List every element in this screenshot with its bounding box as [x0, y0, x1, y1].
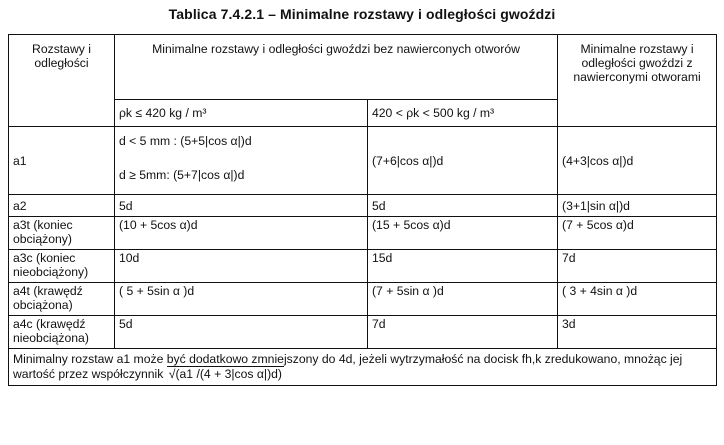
table-row	[9, 195, 717, 217]
table-row	[9, 217, 717, 250]
cell-value: 3d	[558, 316, 717, 349]
footnote-cell	[9, 349, 717, 386]
cell-value: ( 5 + 5sin α )d	[115, 283, 368, 316]
cell-value: (7 + 5cos α)d	[558, 217, 717, 250]
table-title: Tablica 7.4.2.1 – Minimalne rozstawy i odległości gwoździ	[168, 6, 556, 22]
header-density-high: 420 < ρk < 500 kg / m³	[368, 100, 558, 127]
header-spacing-label: Rozstawy i odległości	[9, 35, 115, 127]
cell-value: (3+1|sin α|)d	[558, 195, 717, 217]
row-label: a4t (krawędź obciążona)	[9, 283, 115, 316]
header-density-low: ρk ≤ 420 kg / m³	[115, 100, 368, 127]
cell-value: (7 + 5sin α )d	[368, 283, 558, 316]
cell-value	[115, 127, 368, 195]
cell-value: 15d	[368, 250, 558, 283]
cell-value: (4+3|cos α|)d	[558, 127, 717, 195]
table-row	[9, 283, 717, 316]
cell-value: (15 + 5cos α)d	[368, 217, 558, 250]
cell-value: (7+6|cos α|)d	[368, 127, 558, 195]
cell-value: 5d	[115, 195, 368, 217]
header-no-predrill: Minimalne rozstawy i odległości gwoździ bez nawierconych otworów	[115, 35, 558, 100]
row-label: a3t (koniec obciążony)	[9, 217, 115, 250]
footnote-text: Minimalny rozstaw a1 może być dodatkowo zmniejszony do 4d, jeżeli wytrzymałość na docisk fh,k zredukowano, mnożąc jej wartość przez współczynnik	[13, 352, 683, 381]
cell-value: 7d	[558, 250, 717, 283]
cell-value: (10 + 5cos α)d	[115, 217, 368, 250]
footnote-formula: √(a1 /(4 + 3|cos α|)d)	[168, 367, 282, 381]
condition-small-diameter: d < 5 mm : (5+5|cos α|)d	[119, 134, 252, 148]
cell-value: 10d	[115, 250, 368, 283]
cell-value: ( 3 + 4sin α )d	[558, 283, 717, 316]
cell-value: 5d	[368, 195, 558, 217]
row-label: a4c (krawędź nieobciążona)	[9, 316, 115, 349]
cell-value: 7d	[368, 316, 558, 349]
table-row	[9, 349, 717, 386]
row-label: a3c (koniec nieobciążony)	[9, 250, 115, 283]
cell-value: 5d	[115, 316, 368, 349]
row-label: a2	[9, 195, 115, 217]
table-row	[9, 127, 717, 195]
table-row	[9, 316, 717, 349]
nail-spacing-table	[8, 34, 717, 386]
row-label: a1	[9, 127, 115, 195]
table-row	[9, 250, 717, 283]
condition-large-diameter: d ≥ 5mm: (5+7|cos α|)d	[119, 168, 245, 182]
header-predrilled: Minimalne rozstawy i odległości gwoździ z nawierconymi otworami	[558, 35, 717, 127]
